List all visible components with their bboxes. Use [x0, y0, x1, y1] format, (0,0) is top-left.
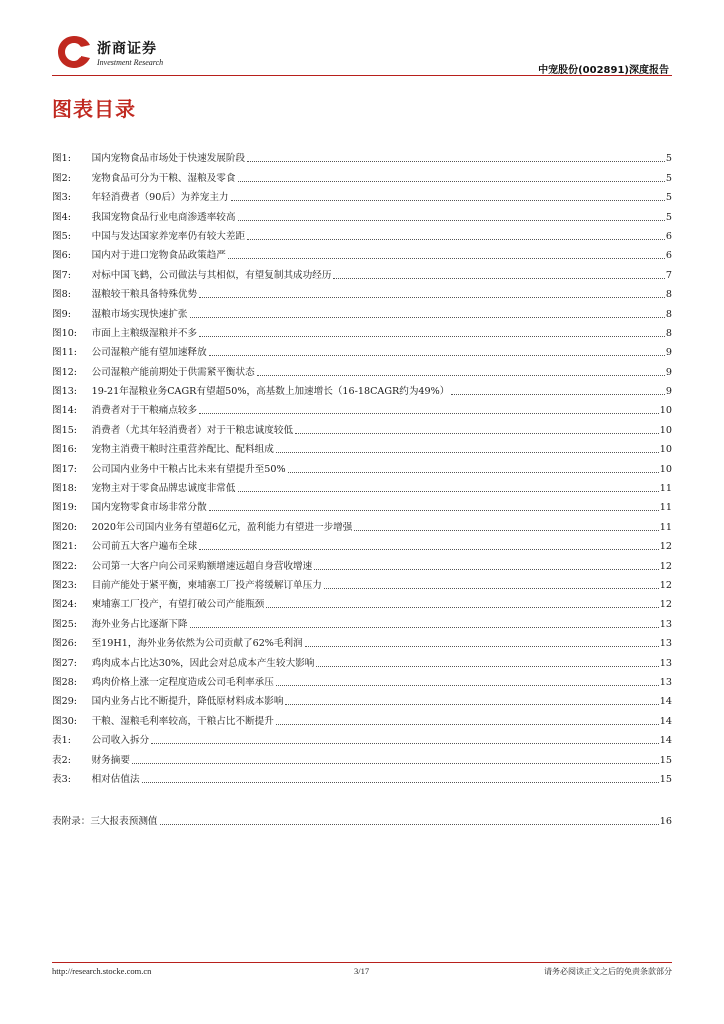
- toc-entry-number: 3:: [61, 773, 71, 785]
- toc-entry-label: 图: [52, 211, 62, 223]
- toc-entry-title: 公司国内业务中干粮占比未来有望提升至50%: [91, 463, 286, 475]
- dot-leader: [276, 723, 659, 725]
- toc-entry-number: 1:: [61, 153, 71, 165]
- toc-entry-number: 19:: [61, 502, 78, 514]
- toc-appendix-page: 16: [659, 816, 672, 828]
- toc-entry-label: 图: [52, 696, 62, 708]
- toc-entry-page: 7: [665, 269, 672, 281]
- toc-entry-page: 8: [665, 289, 672, 301]
- toc-entry[interactable]: [52, 670, 672, 689]
- toc-entry[interactable]: [52, 146, 672, 165]
- toc-entry[interactable]: [52, 689, 672, 708]
- toc-entry-label: 图: [52, 618, 62, 630]
- toc-entry-title: 消费者（尤其年轻消费者）对于干粮忠诚度较低: [91, 424, 294, 436]
- toc-entry-page: 13: [659, 618, 672, 630]
- toc-entry-number: 12:: [61, 366, 78, 378]
- toc-entry[interactable]: [52, 631, 672, 650]
- toc-entry-number: 18:: [61, 483, 78, 495]
- toc-entry[interactable]: [52, 553, 672, 572]
- toc-entry-number: 28:: [61, 676, 78, 688]
- dot-leader: [151, 742, 659, 744]
- toc-entry-label: 图: [52, 657, 62, 669]
- toc-entry-page: 15: [659, 754, 672, 766]
- toc-entry-number: 29:: [61, 696, 78, 708]
- toc-entry[interactable]: [52, 340, 672, 359]
- toc-entry[interactable]: [52, 747, 672, 766]
- toc-entry-title: 公司收入拆分: [91, 735, 150, 747]
- toc-entry-label: 表: [52, 754, 62, 766]
- dot-leader: [333, 277, 664, 279]
- toc-entry-page: 13: [659, 676, 672, 688]
- toc-entry[interactable]: [52, 379, 672, 398]
- logo-chinese-name: 浙商证券: [97, 41, 157, 57]
- toc-entry-page: 9: [665, 347, 672, 359]
- dot-leader: [231, 199, 665, 201]
- toc-entry-page: 13: [659, 638, 672, 650]
- toc-entry-title: 国内宠物食品市场处于快速发展阶段: [91, 153, 246, 165]
- toc-entry-number: 15:: [61, 424, 78, 436]
- toc-entry-title: 至19H1，海外业务依然为公司贡献了62%毛利润: [91, 638, 303, 650]
- toc-entry-label: 图: [52, 541, 62, 553]
- toc-entry[interactable]: [52, 573, 672, 592]
- toc-entry-number: 27:: [61, 657, 78, 669]
- toc-entry-page: 6: [665, 250, 672, 262]
- dot-leader: [238, 219, 665, 221]
- toc-entry-title: 目前产能处于紧平衡，柬埔寨工厂投产将缓解订单压力: [91, 579, 322, 591]
- toc-entry-page: 11: [659, 483, 672, 495]
- toc-entry-label: 图: [52, 405, 62, 417]
- toc-entry-label: 图: [52, 676, 62, 688]
- dot-leader: [305, 645, 659, 647]
- toc-entry-page: 8: [665, 308, 672, 320]
- dot-leader: [228, 257, 665, 259]
- dot-leader: [295, 432, 659, 434]
- toc-entry-label: 表: [52, 773, 62, 785]
- toc-entry-number: 14:: [61, 405, 78, 417]
- toc-entry-label: 图: [52, 230, 62, 242]
- toc-entry-number: 20:: [61, 521, 78, 533]
- dot-leader: [160, 823, 659, 825]
- dot-leader: [209, 354, 665, 356]
- dot-leader: [354, 529, 658, 531]
- toc-entry-page: 12: [659, 541, 672, 553]
- dot-leader: [288, 471, 659, 473]
- toc-entry-page: 5: [665, 192, 672, 204]
- toc-entry[interactable]: [52, 456, 672, 475]
- toc-entry-title: 宠物主消费干粮时注重营养配比、配料组成: [91, 444, 274, 456]
- toc-list: [52, 146, 672, 786]
- toc-entry[interactable]: [52, 224, 672, 243]
- toc-entry-label: 图: [52, 579, 62, 591]
- toc-entry-number: 2:: [61, 754, 71, 766]
- toc-entry[interactable]: [52, 282, 672, 301]
- toc-entry[interactable]: [52, 767, 672, 786]
- footer-url[interactable]: http://research.stocke.com.cn: [52, 966, 152, 976]
- company-logo: [55, 34, 205, 74]
- toc-heading: 图表目录: [52, 97, 136, 121]
- toc-entry-number: 7:: [61, 269, 71, 281]
- toc-entry-label: 图: [52, 638, 62, 650]
- dot-leader: [316, 665, 658, 667]
- toc-entry-title: 海外业务占比逐渐下降: [91, 618, 188, 630]
- toc-entry-number: 13:: [61, 386, 78, 398]
- toc-entry-title: 财务摘要: [91, 754, 130, 766]
- toc-entry-number: 4:: [61, 211, 71, 223]
- toc-entry[interactable]: [52, 262, 672, 281]
- toc-entry-title: 年轻消费者（90后）为养宠主力: [91, 192, 229, 204]
- toc-entry-label: 图: [52, 347, 62, 359]
- toc-entry-label: 图: [52, 386, 62, 398]
- toc-entry-number: 23:: [61, 579, 78, 591]
- dot-leader: [199, 412, 659, 414]
- toc-entry-title: 公司湿粮产能有望加速释放: [91, 347, 207, 359]
- toc-entry-label: 图: [52, 483, 62, 495]
- toc-entry-number: 22:: [61, 560, 78, 572]
- dot-leader: [199, 296, 665, 298]
- dot-leader: [190, 316, 665, 318]
- toc-entry-title: 消费者对于干粮痛点较多: [91, 405, 198, 417]
- toc-entry-page: 5: [665, 211, 672, 223]
- toc-entry-page: 10: [659, 444, 672, 456]
- toc-entry[interactable]: [52, 708, 672, 727]
- toc-entry-number: 30:: [61, 715, 78, 727]
- toc-entry-page: 8: [665, 327, 672, 339]
- toc-entry-page: 10: [659, 424, 672, 436]
- toc-entry-number: 26:: [61, 638, 78, 650]
- dot-leader: [199, 548, 659, 550]
- toc-entry-label: 图: [52, 444, 62, 456]
- toc-entry-label: 图: [52, 502, 62, 514]
- dot-leader: [276, 684, 659, 686]
- toc-entry-label: 图: [52, 560, 62, 572]
- footer-divider: [52, 962, 672, 963]
- toc-entry-label: 图: [52, 327, 62, 339]
- toc-entry-page: 14: [659, 696, 672, 708]
- toc-entry-label: 图: [52, 192, 62, 204]
- dot-leader: [276, 451, 659, 453]
- toc-entry-number: 25:: [61, 618, 78, 630]
- toc-entry[interactable]: [52, 728, 672, 747]
- toc-entry-page: 14: [659, 715, 672, 727]
- toc-entry-number: 21:: [61, 541, 78, 553]
- toc-entry-title: 国内对于进口宠物食品政策趋严: [91, 250, 226, 262]
- toc-entry-number: 2:: [61, 172, 71, 184]
- toc-entry[interactable]: [52, 650, 672, 669]
- toc-entry[interactable]: [52, 611, 672, 630]
- dot-leader: [314, 568, 659, 570]
- toc-entry-number: 24:: [61, 599, 78, 611]
- header-divider: [52, 75, 672, 76]
- dot-leader: [285, 703, 658, 705]
- toc-entry-title: 国内业务占比不断提升，降低原材料成本影响: [91, 696, 284, 708]
- toc-entry-label: 图: [52, 715, 62, 727]
- dot-leader: [247, 238, 665, 240]
- toc-entry-title: 我国宠物食品行业电商渗透率较高: [91, 211, 236, 223]
- footer-page-indicator: 3/17: [354, 966, 370, 976]
- toc-entry-page: 9: [665, 386, 672, 398]
- toc-entry-number: 8:: [61, 289, 71, 301]
- toc-entry-label: 图: [52, 366, 62, 378]
- toc-entry-title: 湿粮市场实现快速扩张: [91, 308, 188, 320]
- dot-leader: [451, 393, 665, 395]
- toc-entry-number: 3:: [61, 192, 71, 204]
- toc-entry-number: 5:: [61, 230, 71, 242]
- toc-entry[interactable]: [52, 417, 672, 436]
- dot-leader: [257, 374, 665, 376]
- toc-appendix-entry[interactable]: [52, 809, 672, 828]
- toc-entry-title: 宠物主对于零食品牌忠诚度非常低: [91, 483, 236, 495]
- toc-entry-label: 表: [52, 735, 62, 747]
- toc-entry[interactable]: [52, 592, 672, 611]
- dot-leader: [132, 762, 659, 764]
- toc-entry-title: 干粮、湿粮毛利率较高，干粮占比不断提升: [91, 715, 274, 727]
- toc-entry-page: 5: [665, 153, 672, 165]
- toc-entry-number: 11:: [61, 347, 78, 359]
- toc-entry-title: 鸡肉成本占比达30%，因此会对总成本产生较大影响: [91, 657, 315, 669]
- toc-entry-page: 15: [659, 773, 672, 785]
- zheshang-logo-icon: [55, 34, 93, 70]
- toc-entry-page: 12: [659, 560, 672, 572]
- toc-entry[interactable]: [52, 165, 672, 184]
- toc-entry[interactable]: [52, 476, 672, 495]
- toc-appendix-text: 表附录：三大报表预测值: [52, 816, 158, 828]
- toc-entry-label: 图: [52, 250, 62, 262]
- toc-entry-page: 13: [659, 657, 672, 669]
- footer-disclaimer: 请务必阅读正文之后的免责条款部分: [544, 967, 672, 976]
- toc-entry-title: 柬埔寨工厂投产，有望打破公司产能瓶颈: [91, 599, 265, 611]
- toc-entry[interactable]: [52, 321, 672, 340]
- toc-entry-label: 图: [52, 424, 62, 436]
- toc-entry-title: 中国与发达国家养宠率仍有较大差距: [91, 230, 246, 242]
- toc-entry[interactable]: [52, 301, 672, 320]
- toc-entry[interactable]: [52, 514, 672, 533]
- toc-entry[interactable]: [52, 185, 672, 204]
- toc-entry[interactable]: [52, 398, 672, 417]
- toc-entry-page: 11: [659, 502, 672, 514]
- dot-leader: [238, 490, 659, 492]
- toc-entry-label: 图: [52, 269, 62, 281]
- dot-leader: [142, 781, 659, 783]
- toc-entry[interactable]: [52, 204, 672, 223]
- report-title: 中宠股份(002891)深度报告: [538, 65, 669, 76]
- dot-leader: [247, 160, 665, 162]
- toc-entry-label: 图: [52, 521, 62, 533]
- toc-entry-number: 9:: [61, 308, 71, 320]
- toc-entry-title: 鸡肉价格上涨一定程度造成公司毛利率承压: [91, 676, 274, 688]
- dot-leader: [209, 509, 659, 511]
- toc-entry-number: 10:: [61, 327, 78, 339]
- toc-entry-label: 图: [52, 599, 62, 611]
- toc-entry-page: 11: [659, 521, 672, 533]
- toc-entry-number: 16:: [61, 444, 78, 456]
- toc-entry-title: 对标中国飞鹤，公司做法与其相似，有望复制其成功经历: [91, 269, 332, 281]
- toc-entry-label: 图: [52, 153, 62, 165]
- toc-entry-number: 6:: [61, 250, 71, 262]
- toc-entry-page: 12: [659, 579, 672, 591]
- toc-entry-page: 9: [665, 366, 672, 378]
- toc-entry[interactable]: [52, 243, 672, 262]
- toc-entry-title: 市面上主粮级湿粮并不多: [91, 327, 198, 339]
- toc-entry-label: 图: [52, 289, 62, 301]
- toc-entry[interactable]: [52, 534, 672, 553]
- toc-entry-title: 2020年公司国内业务有望超6亿元，盈利能力有望进一步增强: [91, 521, 353, 533]
- toc-entry[interactable]: [52, 437, 672, 456]
- toc-entry[interactable]: [52, 359, 672, 378]
- toc-entry-title: 公司前五大客户遍布全球: [91, 541, 198, 553]
- logo-english-name: Investment Research: [97, 58, 164, 67]
- toc-entry-page: 10: [659, 463, 672, 475]
- toc-entry-title: 国内宠物零食市场非常分散: [91, 502, 207, 514]
- dot-leader: [266, 606, 659, 608]
- toc-entry-title: 湿粮较干粮具备特殊优势: [91, 289, 198, 301]
- dot-leader: [238, 180, 665, 182]
- toc-entry-label: 图: [52, 463, 62, 475]
- toc-entry-page: 5: [665, 172, 672, 184]
- toc-entry-number: 1:: [61, 735, 71, 747]
- toc-entry-title: 宠物食品可分为干粮、湿粮及零食: [91, 172, 236, 184]
- toc-entry-page: 14: [659, 735, 672, 747]
- toc-entry-title: 相对估值法: [91, 773, 140, 785]
- toc-entry-label: 图: [52, 172, 62, 184]
- toc-entry-page: 10: [659, 405, 672, 417]
- dot-leader: [190, 626, 659, 628]
- toc-entry-page: 6: [665, 230, 672, 242]
- toc-entry-label: 图: [52, 308, 62, 320]
- toc-entry-title: 19-21年湿粮业务CAGR有望超50%，高基数上加速增长（16-18CAGR约为49%）: [91, 386, 450, 398]
- toc-entry-number: 17:: [61, 463, 78, 475]
- toc-entry-title: 公司第一大客户向公司采购额增速远超自身营收增速: [91, 560, 313, 572]
- toc-entry[interactable]: [52, 495, 672, 514]
- dot-leader: [199, 335, 665, 337]
- dot-leader: [324, 587, 659, 589]
- toc-entry-page: 12: [659, 599, 672, 611]
- toc-entry-title: 公司湿粮产能前期处于供需紧平衡状态: [91, 366, 255, 378]
